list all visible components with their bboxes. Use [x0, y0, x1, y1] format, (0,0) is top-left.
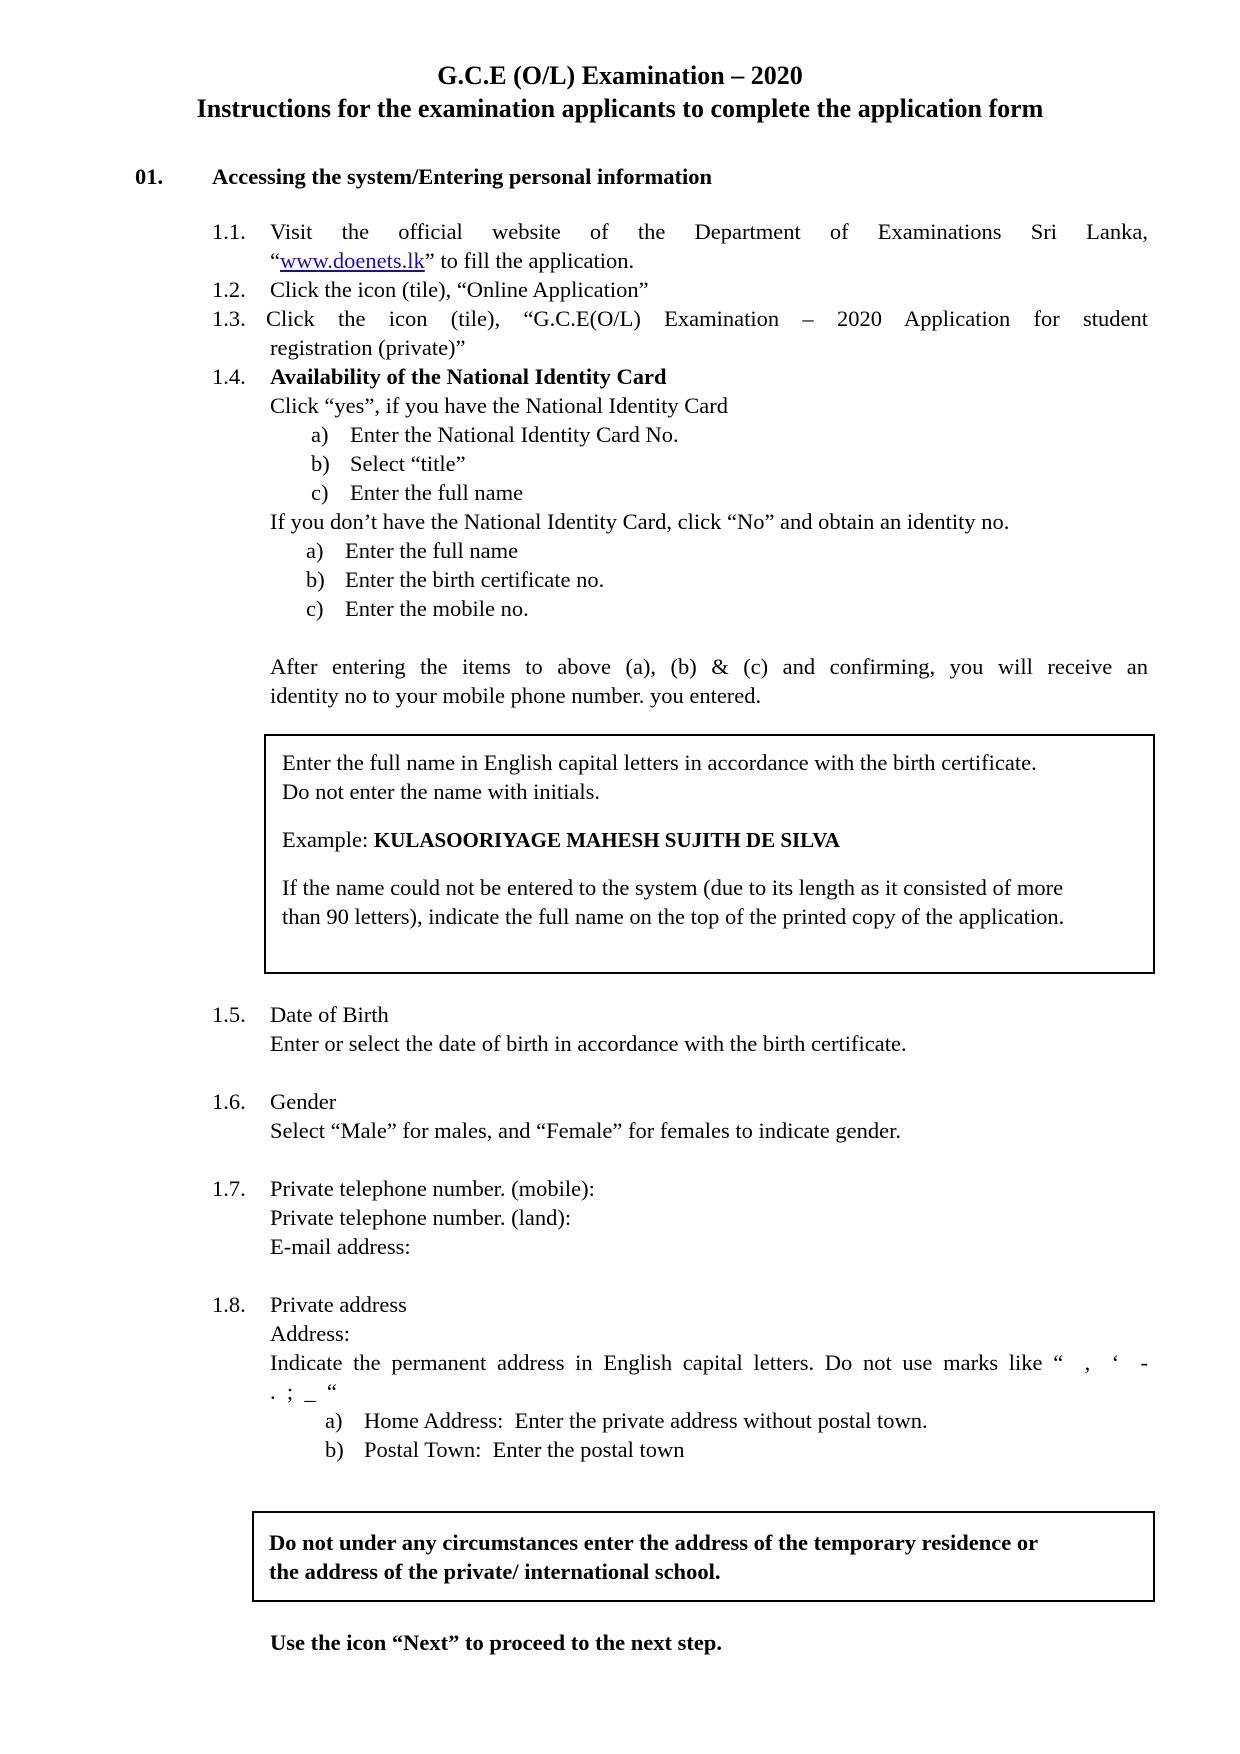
example-name: KULASOORIYAGE MAHESH SUJITH DE SILVA — [373, 828, 840, 852]
warning-line2: the address of the private/ international school. — [269, 1559, 721, 1584]
item-1-2-text: Click the icon (tile), “Online Application” — [270, 277, 649, 302]
nic-yes-item-c-label: c) — [311, 480, 329, 505]
item-1-5-text: Enter or select the date of birth in accordance with the birth certificate. — [270, 1031, 907, 1056]
address-instruction-line2: . ; _ “ — [270, 1379, 337, 1404]
item-1-8-heading: Private address — [270, 1292, 407, 1317]
mobile-number-label: Private telephone number. (mobile): — [270, 1176, 595, 1201]
name-box-long-line1: If the name could not be entered to the system (due to its length as it consisted of more — [282, 875, 1064, 900]
section-number: 01. — [135, 164, 164, 189]
address-item-a: Home Address: Enter the private address without postal town. — [364, 1408, 928, 1433]
land-number-label: Private telephone number. (land): — [270, 1205, 572, 1230]
quote-open: “ — [270, 248, 280, 273]
example-label: Example: — [282, 827, 374, 852]
nic-no-item-c-label: c) — [306, 596, 324, 621]
nic-no-item-b-label: b) — [306, 567, 325, 592]
email-label: E-mail address: — [270, 1234, 411, 1259]
nic-yes-item-a: Enter the National Identity Card No. — [350, 422, 679, 447]
document-subtitle: Instructions for the examination applicants to complete the application form — [196, 94, 1044, 123]
item-1-1-line1: Visit the official website of the Department of Examinations Sri Lanka, — [270, 219, 1148, 244]
next-step-note: Use the icon “Next” to proceed to the next step. — [270, 1630, 722, 1655]
item-number-1-6: 1.6. — [212, 1089, 246, 1114]
item-number-1-4: 1.4. — [212, 364, 246, 389]
nic-yes-item-b-label: b) — [311, 451, 330, 476]
name-box-long-line2: than 90 letters), indicate the full name on the top of the printed copy of the application. — [282, 904, 1065, 929]
item-number-1-7: 1.7. — [212, 1176, 246, 1201]
doenets-link[interactable]: www.doenets.lk — [280, 248, 425, 273]
section-heading — [135, 162, 712, 191]
item-1-5-heading: Date of Birth — [270, 1002, 389, 1027]
nic-no-item-c: Enter the mobile no. — [345, 596, 529, 621]
name-example — [282, 825, 840, 855]
document-title: G.C.E (O/L) Examination – 2020 — [437, 61, 803, 90]
item-number-1-8: 1.8. — [212, 1292, 246, 1317]
name-box-line1: Enter the full name in English capital letters in accordance with the birth certificate. — [282, 750, 1037, 775]
item-1-4-heading: Availability of the National Identity Card — [270, 364, 667, 389]
nic-yes-item-b: Select “title” — [350, 451, 466, 476]
nic-yes-item-a-label: a) — [311, 422, 329, 447]
nic-yes-item-c: Enter the full name — [350, 480, 524, 505]
identity-no-note-line2: identity no to your mobile phone number. you entered. — [270, 683, 762, 708]
item-1-6-heading: Gender — [270, 1089, 337, 1114]
item-1-3-line1: Click the icon (tile), “G.C.E(O/L) Examination – 2020 Application for student — [266, 306, 1148, 331]
item-1-1-line2 — [270, 246, 634, 275]
address-item-b-label: b) — [325, 1437, 344, 1462]
nic-yes-text: Click “yes”, if you have the National Identity Card — [270, 393, 728, 418]
nic-no-text: If you don’t have the National Identity Card, click “No” and obtain an identity no. — [270, 509, 1010, 534]
item-number-1-5: 1.5. — [212, 1002, 246, 1027]
item-number-1-2: 1.2. — [212, 277, 246, 302]
section-title: Accessing the system/Entering personal information — [212, 164, 712, 189]
item-number-1-3: 1.3. — [212, 306, 246, 331]
name-box-line2: Do not enter the name with initials. — [282, 779, 601, 804]
address-label: Address: — [270, 1321, 350, 1346]
identity-no-note-line1: After entering the items to above (a), (b) & (c) and confirming, you will receive an — [270, 654, 1148, 679]
item-1-3-line2: registration (private)” — [270, 335, 466, 360]
address-item-a-label: a) — [325, 1408, 343, 1433]
nic-no-item-b: Enter the birth certificate no. — [345, 567, 605, 592]
item-1-6-text: Select “Male” for males, and “Female” for females to indicate gender. — [270, 1118, 901, 1143]
address-instruction-line1: Indicate the permanent address in English capital letters. Do not use marks like “ , ‘ - — [270, 1350, 1148, 1375]
item-number-1-1: 1.1. — [212, 219, 246, 244]
nic-no-item-a-label: a) — [306, 538, 324, 563]
address-item-b: Postal Town: Enter the postal town — [364, 1437, 685, 1462]
nic-no-item-a: Enter the full name — [345, 538, 519, 563]
item-1-1-line2-rest: ” to fill the application. — [424, 248, 635, 273]
warning-line1: Do not under any circumstances enter the address of the temporary residence or — [269, 1530, 1039, 1555]
